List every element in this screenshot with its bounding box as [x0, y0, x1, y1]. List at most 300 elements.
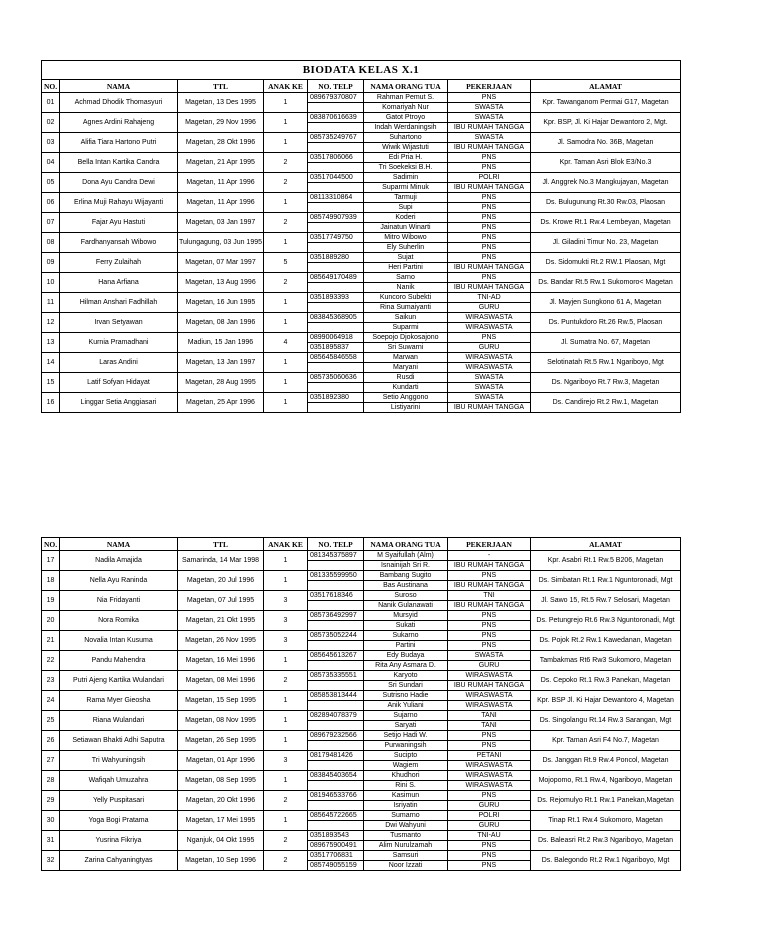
table-row	[42, 711, 681, 721]
cell-anak-ke: 2	[264, 831, 308, 851]
cell-ttl: Magetan, 21 Apr 1995	[178, 153, 264, 173]
cell-ortu: Rini S.	[364, 781, 448, 791]
cell-ortu: Samsuri	[364, 851, 448, 861]
cell-telp: 0351893393	[308, 293, 364, 303]
cell-pekerjaan: PNS	[448, 153, 531, 163]
cell-ortu: Gatot Ptroyo	[364, 113, 448, 123]
cell-telp: 085735060636	[308, 373, 364, 383]
cell-anak-ke: 1	[264, 691, 308, 711]
cell-pekerjaan: IBU RUMAH TANGGA	[448, 143, 531, 153]
cell-ortu: Kasimun	[364, 791, 448, 801]
cell-ortu: Sujat	[364, 253, 448, 263]
cell-pekerjaan: SWASTA	[448, 393, 531, 403]
header-no: NO.	[42, 538, 60, 551]
cell-ortu: Indah Werdaningsih	[364, 123, 448, 133]
cell-ortu: Sarno	[364, 273, 448, 283]
cell-ttl: Madiun, 15 Jan 1996	[178, 333, 264, 353]
cell-anak-ke: 1	[264, 293, 308, 313]
cell-alamat: Selotinatah Rt.5 Rw.1 Ngariboyo, Mgt	[531, 353, 681, 373]
cell-pekerjaan: TANI	[448, 711, 531, 721]
header-pekerjaan: PEKERJAAN	[448, 80, 531, 93]
cell-ortu: Mursyid	[364, 611, 448, 621]
cell-ortu: Sukarno	[364, 631, 448, 641]
header-alamat: ALAMAT	[531, 80, 681, 93]
cell-telp	[308, 601, 364, 611]
cell-telp: 081345375897	[308, 551, 364, 561]
table-row	[42, 851, 681, 861]
cell-no: 21	[42, 631, 60, 651]
cell-anak-ke: 1	[264, 313, 308, 333]
cell-telp: 08179481426	[308, 751, 364, 761]
cell-ortu: Setijo Hadi W.	[364, 731, 448, 741]
cell-no: 15	[42, 373, 60, 393]
cell-ttl: Magetan, 08 Jan 1996	[178, 313, 264, 333]
cell-nama: Agnes Ardini Rahajeng	[60, 113, 178, 133]
cell-telp: 089679232566	[308, 731, 364, 741]
cell-telp	[308, 741, 364, 751]
cell-alamat: Jl. Sumatra No. 67, Magetan	[531, 333, 681, 353]
cell-pekerjaan: PNS	[448, 791, 531, 801]
cell-no: 04	[42, 153, 60, 173]
cell-no: 18	[42, 571, 60, 591]
cell-anak-ke: 3	[264, 591, 308, 611]
cell-ttl: Tulungagung, 03 Jun 1995	[178, 233, 264, 253]
cell-ortu: Sutrisno Hadie	[364, 691, 448, 701]
cell-no: 30	[42, 811, 60, 831]
cell-no: 22	[42, 651, 60, 671]
cell-nama: Yoga Bogi Pratama	[60, 811, 178, 831]
cell-nama: Alifia Tiara Hartono Putri	[60, 133, 178, 153]
cell-ortu: Sri Sundari	[364, 681, 448, 691]
cell-anak-ke: 1	[264, 93, 308, 113]
cell-ortu: Suparmi Minuk	[364, 183, 448, 193]
cell-telp: 083845368905	[308, 313, 364, 323]
cell-telp	[308, 123, 364, 133]
cell-pekerjaan: SWASTA	[448, 113, 531, 123]
header-nama: NAMA	[60, 80, 178, 93]
cell-nama: Yelly Puspitasari	[60, 791, 178, 811]
cell-pekerjaan: TANI	[448, 721, 531, 731]
cell-alamat: Ds. Janggan Rt.9 Rw.4 Poncol, Magetan	[531, 751, 681, 771]
cell-alamat: Kpr. BSP Jl. Ki Hajar Dewantoro 4, Magetan	[531, 691, 681, 711]
cell-pekerjaan: PNS	[448, 273, 531, 283]
table-row	[42, 591, 681, 601]
cell-pekerjaan: SWASTA	[448, 651, 531, 661]
cell-alamat: Kpr. Asabri Rt.1 Rw.5 B206, Magetan	[531, 551, 681, 571]
cell-ortu: Rita Any Asmara D.	[364, 661, 448, 671]
table-row	[42, 751, 681, 761]
cell-nama: Setiawan Bhakti Adhi Saputra	[60, 731, 178, 751]
table-row	[42, 153, 681, 163]
cell-no: 09	[42, 253, 60, 273]
cell-ortu: Heri Partini	[364, 263, 448, 273]
header-alamat: ALAMAT	[531, 538, 681, 551]
header-no: NO.	[42, 80, 60, 93]
table-row	[42, 631, 681, 641]
cell-telp	[308, 681, 364, 691]
cell-pekerjaan: GURU	[448, 303, 531, 313]
cell-telp: 085645613267	[308, 651, 364, 661]
cell-telp	[308, 781, 364, 791]
cell-ortu: Saikun	[364, 313, 448, 323]
cell-ortu: Tri Soekeksi B.H.	[364, 163, 448, 173]
cell-pekerjaan: WIRASWASTA	[448, 363, 531, 373]
cell-ortu: Sadimin	[364, 173, 448, 183]
cell-nama: Riana Wulandari	[60, 711, 178, 731]
cell-no: 28	[42, 771, 60, 791]
cell-ttl: Magetan, 08 Nov 1995	[178, 711, 264, 731]
cell-pekerjaan: IBU RUMAH TANGGA	[448, 561, 531, 571]
cell-alamat: Mojopomo, Rt.1 Rw.4, Ngariboyo, Magetan	[531, 771, 681, 791]
cell-no: 11	[42, 293, 60, 313]
table-row	[42, 611, 681, 621]
cell-no: 14	[42, 353, 60, 373]
cell-alamat: Ds. Ngariboyo Rt.7 Rw.3, Magetan	[531, 373, 681, 393]
header-no-telp: NO. TELP	[308, 80, 364, 93]
cell-ttl: Magetan, 07 Mar 1997	[178, 253, 264, 273]
cell-pekerjaan: POLRI	[448, 173, 531, 183]
cell-telp: 083845403654	[308, 771, 364, 781]
cell-anak-ke: 2	[264, 213, 308, 233]
cell-telp: 083870616639	[308, 113, 364, 123]
cell-no: 31	[42, 831, 60, 851]
cell-nama: Hilman Anshari Fadhillah	[60, 293, 178, 313]
cell-pekerjaan: POLRI	[448, 811, 531, 821]
cell-anak-ke: 1	[264, 651, 308, 671]
cell-telp	[308, 223, 364, 233]
cell-anak-ke: 2	[264, 671, 308, 691]
table-row	[42, 671, 681, 681]
cell-alamat: Ds. Balegondo Rt.2 Rw.1 Ngariboyo, Mgt	[531, 851, 681, 871]
cell-ttl: Magetan, 03 Jan 1997	[178, 213, 264, 233]
cell-alamat: Jl. Mayjen Sungkono 61 A, Magetan	[531, 293, 681, 313]
cell-pekerjaan: PNS	[448, 641, 531, 651]
cell-telp	[308, 283, 364, 293]
cell-ttl: Magetan, 29 Nov 1996	[178, 113, 264, 133]
table-row	[42, 213, 681, 223]
cell-ortu: Bambang Sugito	[364, 571, 448, 581]
cell-anak-ke: 2	[264, 153, 308, 173]
cell-pekerjaan: IBU RUMAH TANGGA	[448, 403, 531, 413]
cell-telp	[308, 821, 364, 831]
cell-ortu: Mitro Wibowo	[364, 233, 448, 243]
table-header	[42, 80, 681, 93]
cell-ortu: Soepojo Djokosajono	[364, 333, 448, 343]
table-body	[42, 93, 681, 413]
table-row	[42, 353, 681, 363]
cell-nama: Hana Arfiana	[60, 273, 178, 293]
cell-nama: Ferry Zulaihah	[60, 253, 178, 273]
cell-nama: Fajar Ayu Hastuti	[60, 213, 178, 233]
cell-telp: 082894078379	[308, 711, 364, 721]
cell-pekerjaan: PNS	[448, 163, 531, 173]
cell-telp	[308, 383, 364, 393]
page-title: BIODATA KELAS X.1	[42, 61, 681, 80]
cell-pekerjaan: PNS	[448, 243, 531, 253]
cell-ttl: Magetan, 13 Aug 1996	[178, 273, 264, 293]
cell-pekerjaan: WIRASWASTA	[448, 353, 531, 363]
header-nama-orang-tua: NAMA ORANG TUA	[364, 538, 448, 551]
table-header	[42, 538, 681, 551]
cell-telp: 089675900491	[308, 841, 364, 851]
cell-ortu: Ely Suherlin	[364, 243, 448, 253]
cell-ortu: Edy Budaya	[364, 651, 448, 661]
cell-alamat: Ds. Pojok Rt.2 Rw.1 Kawedanan, Magetan	[531, 631, 681, 651]
cell-pekerjaan: SWASTA	[448, 133, 531, 143]
cell-ttl: Magetan, 28 Okt 1996	[178, 133, 264, 153]
cell-telp	[308, 243, 364, 253]
table-row	[42, 373, 681, 383]
table-row	[42, 811, 681, 821]
cell-pekerjaan: PNS	[448, 213, 531, 223]
cell-alamat: Ds. Simbatan Rt.1 Rw.1 Nguntoronadi, Mgt	[531, 571, 681, 591]
table-row	[42, 731, 681, 741]
cell-no: 03	[42, 133, 60, 153]
cell-ttl: Magetan, 13 Des 1995	[178, 93, 264, 113]
cell-pekerjaan: SWASTA	[448, 383, 531, 393]
cell-ttl: Magetan, 08 Mei 1996	[178, 671, 264, 691]
cell-pekerjaan: PNS	[448, 203, 531, 213]
cell-pekerjaan: PNS	[448, 223, 531, 233]
cell-telp: 0351889280	[308, 253, 364, 263]
cell-pekerjaan: PNS	[448, 861, 531, 871]
cell-ortu: Sri Suwarni	[364, 343, 448, 353]
cell-pekerjaan: PNS	[448, 233, 531, 243]
cell-ortu: Marwan	[364, 353, 448, 363]
cell-nama: Nora Romika	[60, 611, 178, 631]
cell-no: 27	[42, 751, 60, 771]
cell-ortu: Sujarno	[364, 711, 448, 721]
cell-anak-ke: 1	[264, 711, 308, 731]
cell-anak-ke: 1	[264, 393, 308, 413]
cell-nama: Achmad Dhodik Thomasyuri	[60, 93, 178, 113]
cell-alamat: Jl. Samodra No. 36B, Magetan	[531, 133, 681, 153]
cell-ttl: Magetan, 11 Apr 1996	[178, 193, 264, 213]
cell-ortu: Partini	[364, 641, 448, 651]
cell-no: 10	[42, 273, 60, 293]
table-row	[42, 551, 681, 561]
cell-pekerjaan: PNS	[448, 621, 531, 631]
cell-telp	[308, 323, 364, 333]
cell-ttl: Magetan, 13 Jan 1997	[178, 353, 264, 373]
header-nama-orang-tua: NAMA ORANG TUA	[364, 80, 448, 93]
cell-no: 29	[42, 791, 60, 811]
cell-nama: Bella Intan Kartika Candra	[60, 153, 178, 173]
cell-anak-ke: 1	[264, 193, 308, 213]
table-row	[42, 651, 681, 661]
cell-pekerjaan: IBU RUMAH TANGGA	[448, 123, 531, 133]
cell-ttl: Magetan, 01 Apr 1996	[178, 751, 264, 771]
table-row	[42, 771, 681, 781]
cell-telp: 085749907939	[308, 213, 364, 223]
cell-pekerjaan: TNI-AD	[448, 293, 531, 303]
cell-telp: 0351893543	[308, 831, 364, 841]
cell-ortu: Maryani	[364, 363, 448, 373]
cell-nama: Dona Ayu Candra Dewi	[60, 173, 178, 193]
cell-ortu: Rusdi	[364, 373, 448, 383]
cell-alamat: Ds. Puntukdoro Rt.26 Rw.5, Plaosan	[531, 313, 681, 333]
cell-telp: 085649170489	[308, 273, 364, 283]
cell-nama: Yusrina Fikriya	[60, 831, 178, 851]
cell-ortu: Kundarti	[364, 383, 448, 393]
cell-ttl: Magetan, 26 Sep 1995	[178, 731, 264, 751]
cell-ttl: Magetan, 08 Sep 1995	[178, 771, 264, 791]
cell-anak-ke: 1	[264, 233, 308, 253]
header-ttl: TTL	[178, 80, 264, 93]
cell-pekerjaan: WIRASWASTA	[448, 313, 531, 323]
table-row	[42, 691, 681, 701]
cell-ttl: Magetan, 16 Mei 1996	[178, 651, 264, 671]
cell-telp	[308, 721, 364, 731]
cell-nama: Kurnia Pramadhani	[60, 333, 178, 353]
cell-no: 13	[42, 333, 60, 353]
table-row	[42, 273, 681, 283]
cell-pekerjaan: GURU	[448, 821, 531, 831]
cell-no: 19	[42, 591, 60, 611]
biodata-table-1	[41, 60, 681, 413]
cell-telp: 081335599950	[308, 571, 364, 581]
cell-anak-ke: 1	[264, 731, 308, 751]
cell-telp	[308, 621, 364, 631]
cell-alamat: Ds. Rejomulyo Rt.1 Rw.1 Panekan,Magetan	[531, 791, 681, 811]
table-row	[42, 313, 681, 323]
cell-pekerjaan: WIRASWASTA	[448, 691, 531, 701]
cell-telp	[308, 363, 364, 373]
cell-ortu: Sucipto	[364, 751, 448, 761]
cell-telp	[308, 103, 364, 113]
cell-alamat: Kpr. Taman Asri F4 No.7, Magetan	[531, 731, 681, 751]
cell-nama: Tri Wahyuningsih	[60, 751, 178, 771]
cell-no: 32	[42, 851, 60, 871]
table-row	[42, 293, 681, 303]
cell-telp	[308, 163, 364, 173]
cell-pekerjaan: IBU RUMAH TANGGA	[448, 263, 531, 273]
table-row	[42, 831, 681, 841]
cell-anak-ke: 1	[264, 811, 308, 831]
cell-ttl: Magetan, 10 Sep 1996	[178, 851, 264, 871]
cell-ttl: Magetan, 25 Apr 1996	[178, 393, 264, 413]
cell-telp: 08113310864	[308, 193, 364, 203]
cell-no: 05	[42, 173, 60, 193]
cell-alamat: Ds. Baleasri Rt.2 Rw.3 Ngariboyo, Magetan	[531, 831, 681, 851]
cell-ortu: Tarmuji	[364, 193, 448, 203]
cell-telp	[308, 581, 364, 591]
cell-telp: 089679370807	[308, 93, 364, 103]
cell-pekerjaan: IBU RUMAH TANGGA	[448, 581, 531, 591]
cell-ttl: Magetan, 11 Apr 1996	[178, 173, 264, 193]
cell-telp: 085735335551	[308, 671, 364, 681]
cell-ttl: Magetan, 21 Okt 1995	[178, 611, 264, 631]
cell-telp: 085749055159	[308, 861, 364, 871]
cell-anak-ke: 5	[264, 253, 308, 273]
cell-telp: 085853813444	[308, 691, 364, 701]
cell-no: 08	[42, 233, 60, 253]
cell-ortu: Wiwik Wijastuti	[364, 143, 448, 153]
cell-anak-ke: 1	[264, 373, 308, 393]
cell-telp: 03517618346	[308, 591, 364, 601]
cell-ortu: Nanik	[364, 283, 448, 293]
cell-ttl: Magetan, 26 Nov 1995	[178, 631, 264, 651]
cell-alamat: Jl. Giladini Timur No. 23, Magetan	[531, 233, 681, 253]
cell-telp	[308, 661, 364, 671]
cell-pekerjaan: WIRASWASTA	[448, 781, 531, 791]
cell-telp	[308, 203, 364, 213]
cell-pekerjaan: PNS	[448, 611, 531, 621]
cell-pekerjaan: IBU RUMAH TANGGA	[448, 681, 531, 691]
cell-telp: 08990064918	[308, 333, 364, 343]
table-row	[42, 193, 681, 203]
cell-anak-ke: 1	[264, 133, 308, 153]
table-row	[42, 393, 681, 403]
cell-nama: Nella Ayu Raninda	[60, 571, 178, 591]
cell-pekerjaan: PNS	[448, 731, 531, 741]
cell-ortu: Isnainijah Sri R.	[364, 561, 448, 571]
cell-ortu: Sumarno	[364, 811, 448, 821]
cell-telp: 0351892380	[308, 393, 364, 403]
cell-no: 20	[42, 611, 60, 631]
cell-ortu: Komariyah Nur	[364, 103, 448, 113]
cell-ortu: Suhartono	[364, 133, 448, 143]
cell-ortu: Listiyarini	[364, 403, 448, 413]
cell-pekerjaan: PNS	[448, 631, 531, 641]
table-row	[42, 253, 681, 263]
cell-ortu: Isriyatin	[364, 801, 448, 811]
cell-alamat: Jl. Sawo 15, Rt.5 Rw.7 Selosari, Magetan	[531, 591, 681, 611]
cell-alamat: Ds. Sidomukti Rt.2 RW.1 Plaosan, Mgt	[531, 253, 681, 273]
cell-anak-ke: 3	[264, 751, 308, 771]
cell-nama: Latif Sofyan Hidayat	[60, 373, 178, 393]
table-row	[42, 93, 681, 103]
cell-pekerjaan: GURU	[448, 801, 531, 811]
cell-ortu: Kuncoro Subekti	[364, 293, 448, 303]
cell-nama: Wafiqah Umuzahra	[60, 771, 178, 791]
cell-ortu: Suparmi	[364, 323, 448, 333]
cell-telp	[308, 263, 364, 273]
cell-pekerjaan: SWASTA	[448, 103, 531, 113]
cell-pekerjaan: -	[448, 551, 531, 561]
cell-pekerjaan: WIRASWASTA	[448, 671, 531, 681]
cell-pekerjaan: TNI	[448, 591, 531, 601]
cell-no: 07	[42, 213, 60, 233]
cell-pekerjaan: WIRASWASTA	[448, 701, 531, 711]
cell-pekerjaan: SWASTA	[448, 373, 531, 383]
cell-anak-ke: 2	[264, 791, 308, 811]
cell-nama: Nadila Amajida	[60, 551, 178, 571]
cell-ortu: Jainatun Winarti	[364, 223, 448, 233]
cell-ortu: Nanik Gulanawati	[364, 601, 448, 611]
header-pekerjaan: PEKERJAAN	[448, 538, 531, 551]
cell-alamat: Ds. Candirejo Rt.2 Rw.1, Magetan	[531, 393, 681, 413]
cell-ttl: Magetan, 17 Mei 1995	[178, 811, 264, 831]
cell-alamat: Ds. Cepoko Rt.1 Rw.3 Panekan, Magetan	[531, 671, 681, 691]
table-row	[42, 233, 681, 243]
cell-nama: Nia Fridayanti	[60, 591, 178, 611]
cell-anak-ke: 4	[264, 333, 308, 353]
cell-no: 16	[42, 393, 60, 413]
cell-ttl: Magetan, 16 Jun 1995	[178, 293, 264, 313]
cell-ortu: Anik Yuliani	[364, 701, 448, 711]
cell-anak-ke: 2	[264, 173, 308, 193]
header-ttl: TTL	[178, 538, 264, 551]
table-body	[42, 551, 681, 871]
cell-ortu: Koderi	[364, 213, 448, 223]
header-nama: NAMA	[60, 538, 178, 551]
cell-nama: Fardhanyansah Wibowo	[60, 233, 178, 253]
cell-alamat: Ds. Singolangu Rt.14 Rw.3 Sarangan, Mgt	[531, 711, 681, 731]
cell-alamat: Kpr. Taman Asri Blok E3/No.3	[531, 153, 681, 173]
cell-anak-ke: 1	[264, 113, 308, 133]
cell-no: 26	[42, 731, 60, 751]
